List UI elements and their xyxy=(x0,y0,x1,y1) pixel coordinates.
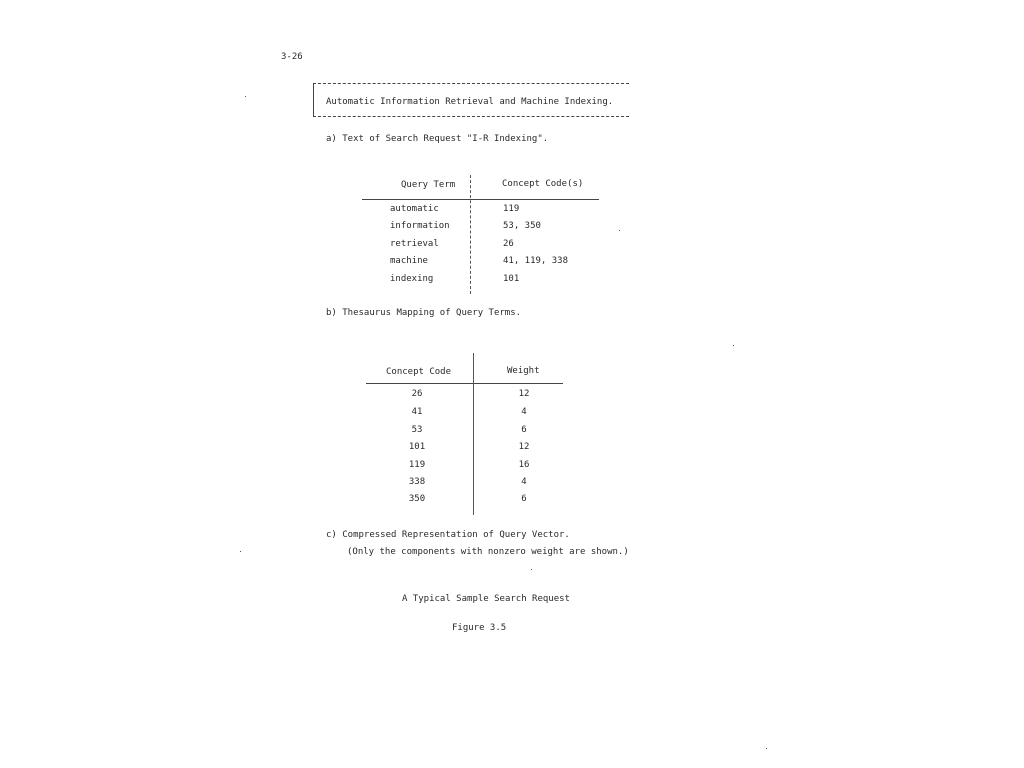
section-c-caption: c) Compressed Representation of Query Vector. xyxy=(326,530,570,540)
concept-codes-header: Concept Code(s) xyxy=(502,179,584,189)
query-term-cell: retrieval xyxy=(390,239,439,249)
scan-speck xyxy=(245,96,246,97)
concept-code-header: Concept Code xyxy=(386,367,452,377)
section-c-note: (Only the components with nonzero weight are shown.) xyxy=(347,547,629,557)
weight-header: Weight xyxy=(507,366,540,376)
query-term-cell: indexing xyxy=(390,274,434,284)
concept-code-cell: 26 xyxy=(411,389,423,399)
weight-cell: 6 xyxy=(521,494,527,504)
weight-cell: 4 xyxy=(521,477,527,487)
weight-cell: 6 xyxy=(521,425,527,435)
concept-code-cell: 119 xyxy=(408,460,426,470)
query-term-header: Query Term xyxy=(401,180,456,190)
scan-speck xyxy=(733,345,734,346)
table-divider xyxy=(366,383,563,384)
weight-cell: 16 xyxy=(518,460,530,470)
weight-cell: 12 xyxy=(518,389,530,399)
table-divider xyxy=(362,199,599,200)
figure-label: Figure 3.5 xyxy=(452,623,507,633)
page-number: 3-26 xyxy=(281,52,303,62)
concept-code-cell: 41 xyxy=(411,407,423,417)
scan-speck xyxy=(766,748,767,749)
concept-codes-cell: 53, 350 xyxy=(503,221,541,231)
concept-code-cell: 101 xyxy=(408,442,426,452)
concept-code-cell: 350 xyxy=(408,494,426,504)
query-term-cell: automatic xyxy=(390,204,439,214)
document-title: Automatic Information Retrieval and Machine Indexing. xyxy=(326,97,614,107)
section-b-caption: b) Thesaurus Mapping of Query Terms. xyxy=(326,308,522,318)
weight-cell: 4 xyxy=(521,407,527,417)
scan-speck xyxy=(619,230,620,231)
figure-caption: A Typical Sample Search Request xyxy=(402,594,570,604)
section-a-caption: a) Text of Search Request "I-R Indexing". xyxy=(326,134,549,144)
query-term-cell: information xyxy=(390,221,450,231)
scan-speck xyxy=(531,569,532,570)
scan-speck xyxy=(240,551,241,552)
concept-code-cell: 53 xyxy=(411,425,423,435)
concept-code-cell: 338 xyxy=(408,477,426,487)
table-column-divider xyxy=(473,353,474,515)
concept-codes-cell: 101 xyxy=(503,274,520,284)
concept-codes-cell: 26 xyxy=(503,239,514,249)
concept-codes-cell: 41, 119, 338 xyxy=(503,256,569,266)
table-column-divider xyxy=(470,175,471,294)
concept-codes-cell: 119 xyxy=(503,204,520,214)
query-term-cell: machine xyxy=(390,256,428,266)
weight-cell: 12 xyxy=(518,442,530,452)
